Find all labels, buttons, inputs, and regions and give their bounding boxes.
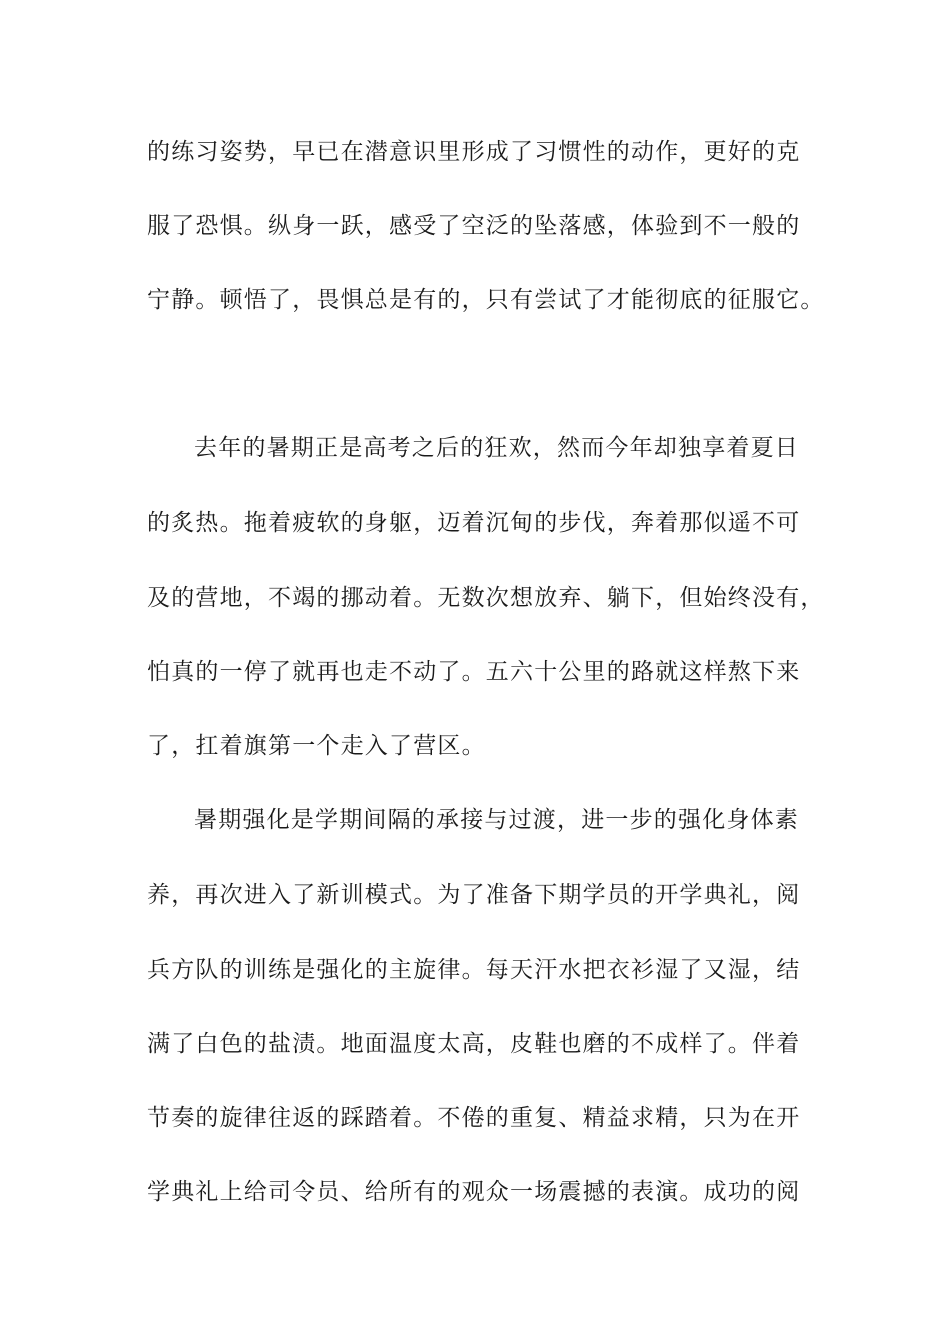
paragraph-3-line-1: 暑期强化是学期间隔的承接与过渡，进一步的强化身体素 [194,807,799,833]
paragraph-1-line-3: 宁静。顿悟了，畏惧总是有的，只有尝试了才能彻底的征服它。 [147,287,825,313]
paragraph-2-line-4: 怕真的一停了就再也走不动了。五六十公里的路就这样熬下来 [147,659,801,685]
paragraph-3-line-5: 节奏的旋律往返的踩踏着。不倦的重复、精益求精，只为在开 [147,1105,801,1131]
paragraph-1-line-1: 的练习姿势，早已在潜意识里形成了习惯性的动作，更好的克 [147,139,801,165]
paragraph-2-line-3: 及的营地，不竭的挪动着。无数次想放弃、躺下，但始终没有， [147,585,825,611]
paragraph-2-line-2: 的炙热。拖着疲软的身躯，迈着沉甸的步伐，奔着那似遥不可 [147,510,801,536]
paragraph-2-line-5: 了，扛着旗第一个走入了营区。 [147,733,486,759]
paragraph-2-line-1: 去年的暑期正是高考之后的狂欢，然而今年却独享着夏日 [194,435,799,461]
paragraph-1-line-2: 服了恐惧。纵身一跃，感受了空泛的坠落感，体验到不一般的 [147,213,801,239]
paragraph-3-line-6: 学典礼上给司令员、给所有的观众一场震撼的表演。成功的阅 [147,1179,801,1205]
paragraph-3-line-4: 满了白色的盐渍。地面温度太高，皮鞋也磨的不成样了。伴着 [147,1031,801,1057]
paragraph-3-line-2: 养，再次进入了新训模式。为了准备下期学员的开学典礼，阅 [147,882,801,908]
paragraph-3-line-3: 兵方队的训练是强化的主旋律。每天汗水把衣衫湿了又湿，结 [147,957,801,983]
